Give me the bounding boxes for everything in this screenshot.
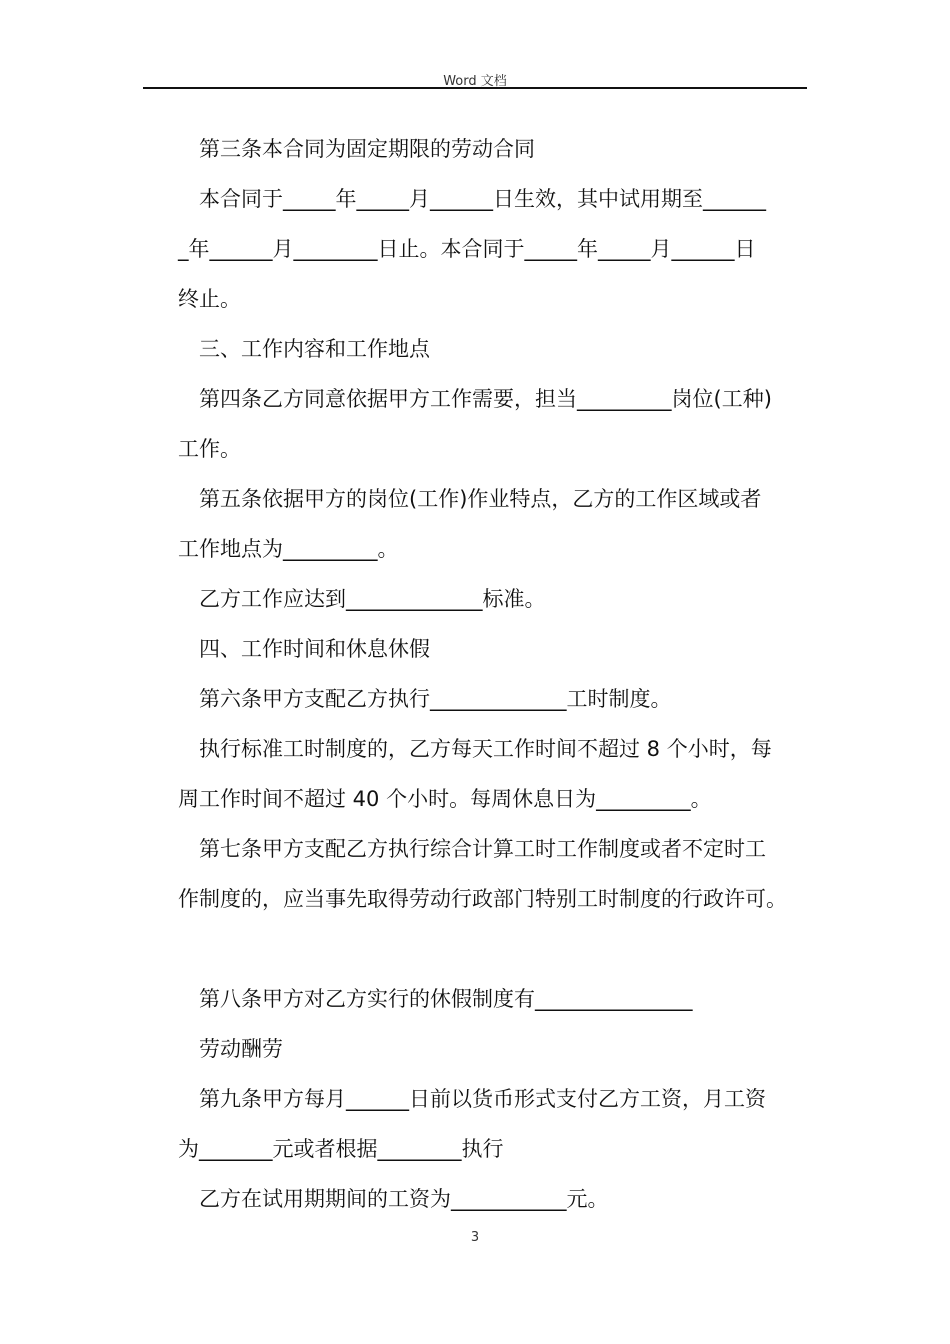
paragraph-line: 工作地点为_________。 [178, 537, 399, 561]
paragraph-line: 第六条甲方支配乙方执行_____________工时制度。 [199, 687, 672, 711]
paragraph-line: 乙方在试用期期间的工资为___________元。 [199, 1187, 609, 1211]
paragraph-line: 作制度的，应当事先取得劳动行政部门特别工时制度的行政许可。 [178, 887, 787, 911]
paragraph-line: 执行标准工时制度的，乙方每天工作时间不超过 8 个小时，每 [199, 737, 772, 761]
paragraph-line: 第九条甲方每月______日前以货币形式支付乙方工资，月工资 [199, 1087, 766, 1111]
paragraph-gap [178, 930, 818, 980]
paragraph-line: 工作。 [178, 437, 241, 461]
page-header: Word 文档 [443, 74, 507, 89]
paragraph-line: 乙方工作应达到_____________标准。 [199, 587, 546, 611]
paragraph-line: 周工作时间不超过 40 个小时。每周休息日为_________。 [178, 787, 712, 811]
page-number: 3 [470, 1230, 480, 1245]
header-divider [143, 87, 807, 89]
paragraph-line: 第四条乙方同意依据甲方工作需要，担当_________岗位(工种) [199, 387, 772, 411]
section-heading: 四、工作时间和休息休假 [199, 637, 430, 661]
paragraph-line: 第八条甲方对乙方实行的休假制度有_______________ [199, 987, 693, 1011]
paragraph-line: _年______月________日止。本合同于_____年_____月______日 [178, 237, 756, 261]
paragraph-line: 第七条甲方支配乙方执行综合计算工时工作制度或者不定时工 [199, 837, 766, 861]
paragraph-line: 为_______元或者根据________执行 [178, 1137, 504, 1161]
paragraph-line: 第三条本合同为固定期限的劳动合同 [199, 137, 535, 161]
document-body [178, 130, 818, 1230]
paragraph-line: 终止。 [178, 287, 241, 311]
paragraph-line: 第五条依据甲方的岗位(工作)作业特点，乙方的工作区域或者 [199, 487, 762, 511]
section-heading: 三、工作内容和工作地点 [199, 337, 430, 361]
paragraph-line: 本合同于_____年_____月______日生效，其中试用期至______ [199, 187, 766, 211]
section-heading: 劳动酬劳 [199, 1037, 283, 1061]
